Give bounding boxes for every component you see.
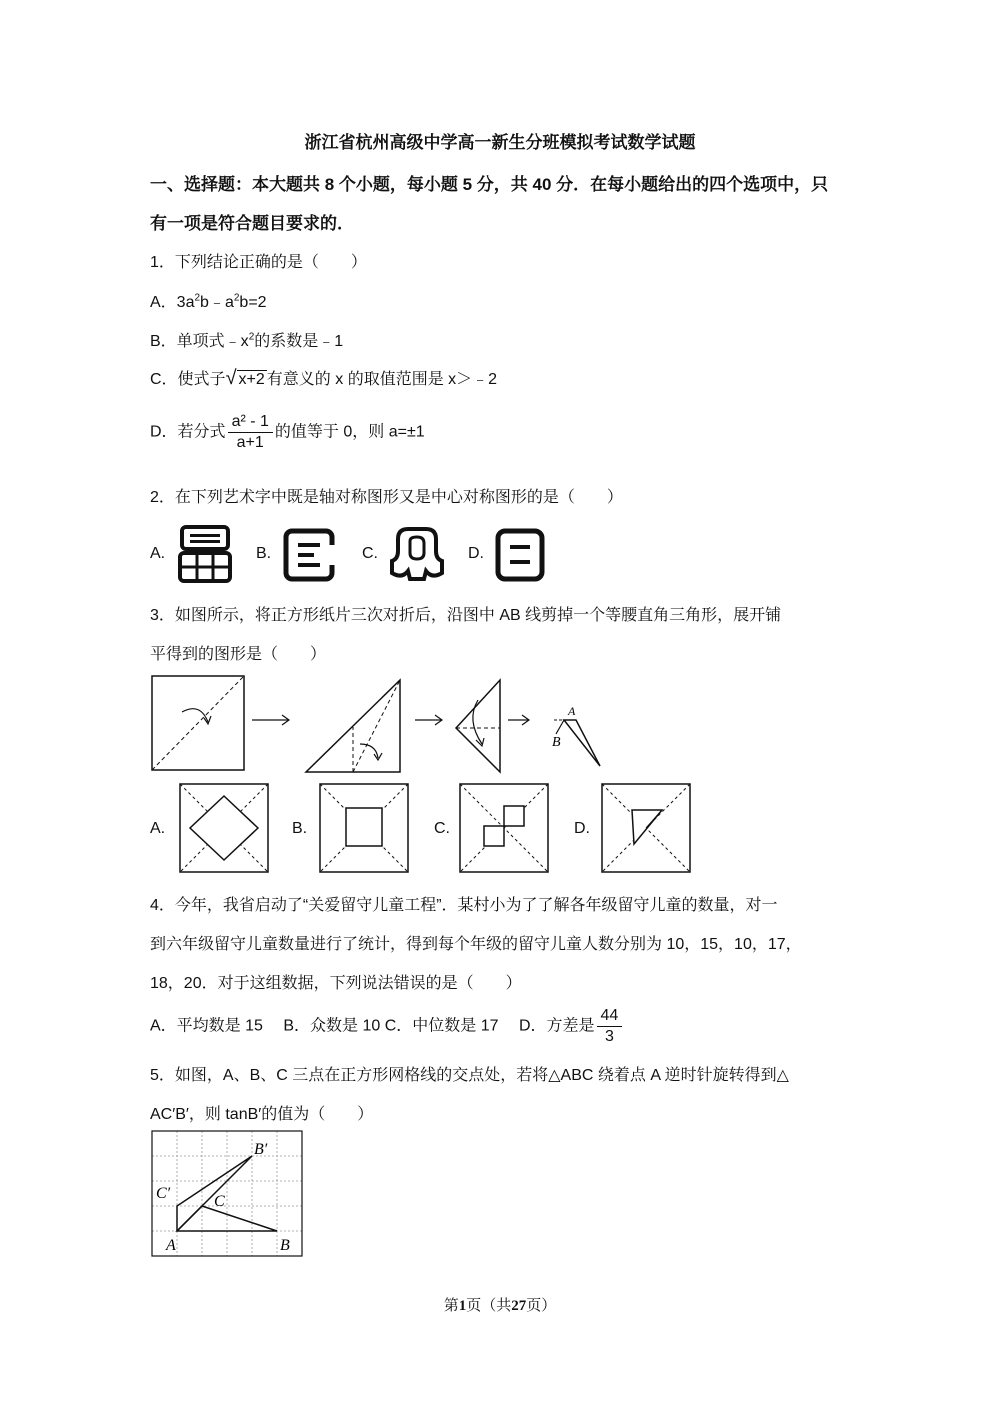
q3-line1: 3．如图所示，将正方形纸片三次对折后，沿图中 AB 线剪掉一个等腰直角三角形，展开铺 bbox=[150, 607, 782, 624]
art-char-d-icon bbox=[494, 527, 546, 583]
q4-line3: 18，20．对于这组数据，下列说法错误的是（ ） bbox=[150, 975, 522, 992]
art-char-c-icon bbox=[388, 525, 446, 583]
q4-options: A．平均数是 15 B．众数是 10 C．中位数是 17 D．方差是 $\frac{44}{3}$ bbox=[150, 1006, 624, 1047]
q3-line2: 平得到的图形是（ ） bbox=[150, 646, 327, 663]
fraction: $\frac{\text{a² - 1}}{a+1}$ bbox=[228, 412, 273, 453]
step2-triangle bbox=[306, 680, 400, 772]
q2-label-a: A. bbox=[150, 545, 166, 562]
point-a-label: A bbox=[568, 704, 576, 718]
q1-option-d: D．若分式 $\frac{\text{a² - 1}}{a+1}$ 的值等于 0，则 a=±1 bbox=[150, 413, 425, 451]
label-a: A bbox=[166, 1237, 176, 1254]
art-char-b-icon bbox=[282, 527, 336, 583]
step3-curve-arrow bbox=[473, 700, 482, 744]
q3-label-c: C. bbox=[434, 820, 450, 837]
step4-shape bbox=[564, 720, 600, 766]
step1-curve-arrow bbox=[182, 709, 208, 722]
q1-stem: 1．下列结论正确的是（ ） bbox=[150, 254, 367, 271]
art-char-a-icon bbox=[178, 525, 232, 583]
q2-label-b: B. bbox=[256, 545, 272, 562]
q2-stem: 2．在下列艺术字中既是轴对称图形又是中心对称图形的是（ ） bbox=[150, 489, 623, 506]
step1-fold-line bbox=[152, 676, 244, 770]
page-number: 1 bbox=[458, 1298, 467, 1314]
label-c: C bbox=[214, 1193, 225, 1210]
q3-options bbox=[150, 782, 710, 874]
q5-line2: AC′B′，则 tanB′的值为（ ） bbox=[150, 1106, 374, 1123]
step3-triangle bbox=[456, 680, 500, 772]
q2-label-c: C. bbox=[362, 545, 378, 562]
label-b-prime: B′ bbox=[254, 1141, 268, 1158]
section-heading-line2: 有一项是符合题目要求的． bbox=[150, 214, 354, 233]
q2-label-d: D. bbox=[468, 545, 484, 562]
q4-line1: 4．今年，我省启动了“关爱留守儿童工程”．某村小为了了解各年级留守儿童的数量，对一 bbox=[150, 897, 778, 914]
page-footer: 第1页（共27页） bbox=[443, 1298, 557, 1314]
q4-line2: 到六年级留守儿童数量进行了统计，得到每个年级的留守儿童人数分别为 10，15，10，17， bbox=[150, 936, 802, 953]
q2-options bbox=[150, 525, 570, 585]
q3-option-a-figure bbox=[178, 782, 270, 874]
q3-option-b-figure bbox=[318, 782, 410, 874]
q3-label-a: A. bbox=[150, 820, 166, 837]
page-title: 浙江省杭州高级中学高一新生分班模拟考试数学试题 bbox=[304, 133, 696, 152]
variance-fraction: $\frac{44}{3}$ bbox=[597, 1006, 623, 1047]
total-pages: 27 bbox=[511, 1298, 527, 1314]
point-b-label: B bbox=[552, 735, 561, 750]
label-c-prime: C′ bbox=[156, 1185, 171, 1202]
q1-option-a: A．$3a^2b﹣a^2b=2$ bbox=[150, 292, 267, 311]
q5-line1: 5．如图，A、B、C 三点在正方形网格线的交点处，若将△ABC 绕着点 A 逆时针旋转得到△ bbox=[150, 1067, 789, 1084]
step3-arrowhead bbox=[476, 738, 484, 746]
section-heading-line1: 一、选择题：本大题共 8 个小题，每小题 5 分，共 40 分．在每小题给出的四个选项中，只 bbox=[150, 175, 829, 194]
folding-steps-diagram bbox=[148, 672, 608, 776]
q3-option-d-figure bbox=[600, 782, 692, 874]
label-b: B bbox=[280, 1237, 290, 1254]
q1-option-b: B．单项式$﹣x^2$的系数是﹣1 bbox=[150, 331, 344, 350]
q3-label-d: D. bbox=[574, 820, 590, 837]
q1-option-c: C．使式子√ x+2 有意义的 x 的取值范围是 x＞﹣2 bbox=[150, 367, 498, 389]
radicand: x+2 bbox=[238, 371, 265, 388]
rotation-grid-diagram bbox=[150, 1128, 306, 1262]
step4-cut-line bbox=[556, 720, 564, 734]
q3-option-c-figure bbox=[458, 782, 550, 874]
q3-label-b: B. bbox=[292, 820, 308, 837]
